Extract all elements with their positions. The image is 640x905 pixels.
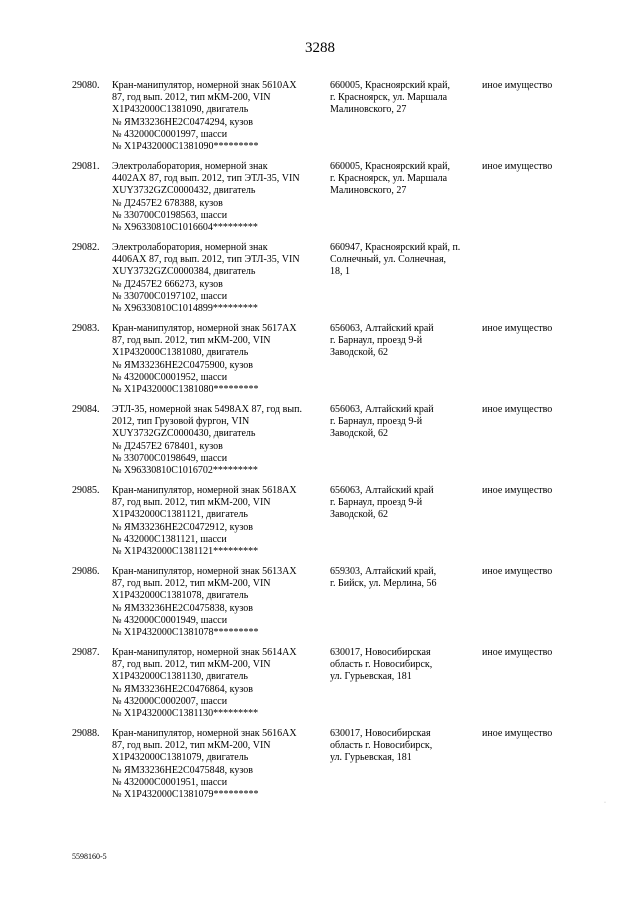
list-item	[72, 323, 592, 404]
entry-property-type: иное имущество	[482, 566, 553, 577]
entry-address	[330, 404, 482, 485]
description-line: № Х1Р432000С1381090*********	[112, 141, 259, 153]
description-line: № Х1Р432000С1381079*********	[112, 789, 259, 801]
entry-description	[112, 404, 330, 485]
description-line: ЭТЛ-35, номерной знак 5498АХ 87, год вып.	[112, 404, 302, 415]
description-line: № ЯМЗ3236НЕ2С0476864, кузов	[112, 683, 253, 695]
address-line: г. Барнаул, проезд 9-й	[330, 335, 423, 347]
address-line: Заводской, 62	[330, 509, 389, 521]
address-line: 659303, Алтайский край,	[330, 566, 437, 577]
property-list	[72, 80, 592, 809]
description-line: Х1Р432000С1381130, двигатель	[112, 671, 248, 683]
entry-address	[330, 485, 482, 566]
description-line: Электролаборатория, номерной знак	[112, 161, 268, 172]
description-line: Кран-манипулятор, номерной знак 5614АХ	[112, 647, 297, 658]
address-line: г. Красноярск, ул. Маршала	[330, 92, 448, 104]
list-item	[72, 566, 592, 647]
address-line: г. Красноярск, ул. Маршала	[330, 173, 448, 185]
entry-address	[330, 647, 482, 728]
entry-number: 29088.	[72, 728, 100, 739]
description-line: № 330700С0197102, шасси	[112, 290, 228, 302]
description-line: 87, год вып. 2012, тип мКМ-200, VIN	[112, 740, 271, 752]
list-item	[72, 647, 592, 728]
address-line: г. Барнаул, проезд 9-й	[330, 416, 423, 428]
description-line: № 432000С0002007, шасси	[112, 695, 228, 707]
description-line: 87, год вып. 2012, тип мКМ-200, VIN	[112, 497, 271, 509]
scan-mark: ·	[604, 800, 606, 806]
list-item	[72, 485, 592, 566]
address-line: Заводской, 62	[330, 347, 389, 359]
entry-property-type: иное имущество	[482, 80, 553, 91]
description-line: 4406АХ 87, год вып. 2012, тип ЭТЛ-35, VIN	[112, 254, 300, 266]
entry-property-type: иное имущество	[482, 323, 553, 334]
description-line: 87, год вып. 2012, тип мКМ-200, VIN	[112, 92, 271, 104]
entry-description	[112, 728, 330, 809]
description-line: ХUY3732GZC0000430, двигатель	[112, 428, 256, 440]
entry-number: 29081.	[72, 161, 100, 172]
address-line: г. Бийск, ул. Мерлина, 56	[330, 578, 437, 590]
description-line: Х1Р432000С1381079, двигатель	[112, 752, 249, 764]
entry-description	[112, 242, 330, 323]
address-line: г. Барнаул, проезд 9-й	[330, 497, 423, 509]
address-line: Малиновского, 27	[330, 185, 407, 197]
entry-property-type: иное имущество	[482, 161, 553, 172]
description-line: № 432000С0001949, шасси	[112, 614, 228, 626]
entry-address	[330, 728, 482, 809]
entry-number: 29085.	[72, 485, 100, 496]
list-item	[72, 242, 592, 323]
entry-description	[112, 80, 330, 161]
description-line: № ЯМЗ3236НЕ2С0472912, кузов	[112, 521, 253, 533]
description-line: 87, год вып. 2012, тип мКМ-200, VIN	[112, 659, 271, 671]
entry-property-type: иное имущество	[482, 647, 553, 658]
address-line: 630017, Новосибирская	[330, 647, 431, 658]
description-line: Кран-манипулятор, номерной знак 5617АХ	[112, 323, 297, 334]
description-line: Кран-манипулятор, номерной знак 5613АХ	[112, 566, 297, 577]
address-line: 660005, Красноярский край,	[330, 80, 450, 91]
footer-code: 5598160-5	[72, 852, 107, 861]
address-line: Малиновского, 27	[330, 104, 407, 116]
description-line: 87, год вып. 2012, тип мКМ-200, VIN	[112, 335, 271, 347]
description-line: № ЯМЗ3236НЕ2С0475848, кузов	[112, 764, 253, 776]
list-item	[72, 161, 592, 242]
description-line: № Х1Р432000С1381130*********	[112, 708, 259, 720]
description-line: № 432000С1381121, шасси	[112, 533, 227, 545]
description-line: № 330700С0198649, шасси	[112, 452, 228, 464]
list-item	[72, 404, 592, 485]
description-line: Х1Р432000С1381090, двигатель	[112, 104, 249, 116]
description-line: № Х96330810С1016702*********	[112, 465, 258, 477]
description-line: ХUY3732GZC0000432, двигатель	[112, 185, 256, 197]
entry-address	[330, 242, 482, 323]
description-line: № 432000С0001952, шасси	[112, 371, 228, 383]
address-line: 656063, Алтайский край	[330, 404, 434, 415]
address-line: 630017, Новосибирская	[330, 728, 431, 739]
entry-number: 29084.	[72, 404, 100, 415]
entry-description	[112, 161, 330, 242]
entry-number: 29080.	[72, 80, 100, 91]
address-line: 18, 1	[330, 266, 350, 278]
entry-description	[112, 566, 330, 647]
address-line: ул. Гурьевская, 181	[330, 752, 412, 764]
description-line: Кран-манипулятор, номерной знак 5618АХ	[112, 485, 297, 496]
address-line: 660005, Красноярский край,	[330, 161, 450, 172]
description-line: № Д2457Е2 678388, кузов	[112, 197, 223, 209]
entry-description	[112, 323, 330, 404]
entry-address	[330, 566, 482, 647]
description-line: № ЯМЗ3236НЕ2С0475900, кузов	[112, 359, 253, 371]
entry-address	[330, 80, 482, 161]
list-item	[72, 728, 592, 809]
description-line: № Х96330810С1016604*********	[112, 222, 258, 234]
entry-address	[330, 323, 482, 404]
description-line: Х1Р432000С1381080, двигатель	[112, 347, 249, 359]
entry-number: 29087.	[72, 647, 100, 658]
description-line: Электролаборатория, номерной знак	[112, 242, 268, 253]
entry-property-type: иное имущество	[482, 485, 553, 496]
description-line: № 330700С0198563, шасси	[112, 209, 228, 221]
address-line: Заводской, 62	[330, 428, 389, 440]
description-line: № Х1Р432000С1381078*********	[112, 627, 259, 639]
list-item	[72, 80, 592, 161]
entry-address	[330, 161, 482, 242]
description-line: № ЯМЗ3236НЕ2С0474294, кузов	[112, 116, 253, 128]
entry-description	[112, 485, 330, 566]
description-line: Кран-манипулятор, номерной знак 5610АХ	[112, 80, 297, 91]
description-line: № 432000С0001951, шасси	[112, 776, 228, 788]
address-line: 660947, Красноярский край, п.	[330, 242, 461, 253]
entry-property-type: иное имущество	[482, 404, 553, 415]
description-line: 4402АХ 87, год вып. 2012, тип ЭТЛ-35, VIN	[112, 173, 300, 185]
description-line: Кран-манипулятор, номерной знак 5616АХ	[112, 728, 297, 739]
page-number: 3288	[305, 40, 335, 56]
entry-number: 29086.	[72, 566, 100, 577]
description-line: Х1Р432000С1381078, двигатель	[112, 590, 249, 602]
address-line: Солнечный, ул. Солнечная,	[330, 254, 447, 266]
entry-description	[112, 647, 330, 728]
address-line: 656063, Алтайский край	[330, 485, 434, 496]
address-line: 656063, Алтайский край	[330, 323, 434, 334]
description-line: 87, год вып. 2012, тип мКМ-200, VIN	[112, 578, 271, 590]
address-line: область г. Новосибирск,	[330, 740, 433, 752]
address-line: область г. Новосибирск,	[330, 659, 433, 671]
description-line: № Х1Р432000С1381080*********	[112, 384, 259, 396]
description-line: № Х96330810С1014899*********	[112, 303, 258, 315]
description-line: № Х1Р432000С1381121*********	[112, 546, 259, 558]
description-line: Х1Р432000С1381121, двигатель	[112, 509, 248, 521]
entry-number: 29082.	[72, 242, 100, 253]
entry-property-type: иное имущество	[482, 728, 553, 739]
entry-property-type	[482, 242, 592, 323]
description-line: № ЯМЗ3236НЕ2С0475838, кузов	[112, 602, 253, 614]
description-line: № Д2457Е2 678401, кузов	[112, 440, 223, 452]
description-line: № 432000С0001997, шасси	[112, 128, 228, 140]
address-line: ул. Гурьевская, 181	[330, 671, 412, 683]
description-line: 2012, тип Грузовой фургон, VIN	[112, 416, 250, 428]
entry-number: 29083.	[72, 323, 100, 334]
description-line: № Д2457Е2 666273, кузов	[112, 278, 223, 290]
description-line: ХUY3732GZC0000384, двигатель	[112, 266, 256, 278]
